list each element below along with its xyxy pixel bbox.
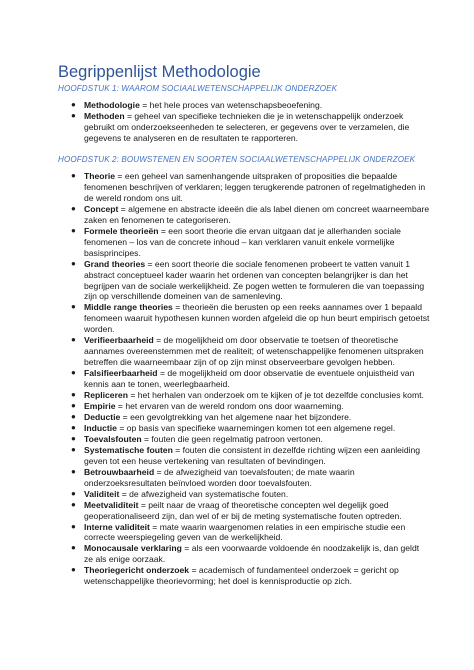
term-definition: = de afwezigheid van toevalsfouten; de mate waarin onderzoeksresultaten beïnvloed worden door toevalsfouten. — [84, 466, 355, 488]
list-item — [0, 100, 430, 111]
chapter-2-term-list — [0, 171, 430, 587]
bullet-icon: ● — [71, 302, 76, 312]
document-title: Begrippenlijst Methodologie — [58, 63, 261, 81]
term-definition: = een gevolgtrekking van het algemene naar het bijzondere. — [120, 411, 352, 422]
chapter-1-term-list — [0, 100, 430, 144]
bullet-icon: ● — [71, 466, 76, 476]
term-definition: = algemene en abstracte ideeën die als label dienen om concreet waarneembare zaken en fenomenen te categoriseren. — [84, 203, 430, 225]
list-item — [0, 522, 430, 544]
term-definition: = als een voorwaarde voldoende én noodzakelijk is, dan geldt ze als enige oorzaak. — [84, 543, 420, 565]
list-item — [0, 489, 430, 500]
term-definition: = de mogelijkheid om door observatie te toetsen of theoretische aannames overeenstemmen met de realiteit; of wetenschappelijke fenomenen uitspraken betreffen die waarneembaar zijn of op zijn minst observeerbare gevolgen hebben. — [84, 335, 424, 368]
term-definition: = een soort theorie die sociale fenomenen probeert te vatten vanuit 1 abstract conceptueel kader waarin het ordenen van concepten belangrijker is dan het begrijpen van de sociale werkelijkheid. Ze pogen wetten te formuleren die van toepassing zijn op verschillende domeinen van de samenleving. — [84, 258, 425, 302]
term-definition: = een geheel van samenhangende uitspraken of proposities die bepaalde fenomenen beschrijven of verklaren; leggen terugkerende patronen of regelmatigheden in de wereld rondom ons uit. — [84, 171, 426, 203]
bullet-icon: ● — [71, 225, 76, 235]
bullet-icon: ● — [71, 258, 76, 268]
term-definition: = het herhalen van onderzoek om te kijken of je tot dezelfde conclusies komt. — [127, 390, 424, 401]
term-definition: = geheel van specifieke technieken die je in wetenschappelijk onderzoek gebruikt om onderzoekseenheden te selecteren, er gegevens over te verzamelen, die gegevens te analyseren en de resultaten te rapporteren. — [84, 110, 410, 143]
bullet-icon: ● — [71, 521, 76, 531]
list-item — [0, 434, 430, 445]
term-definition: = academisch of fundamenteel onderzoek = gericht op wetenschappelijke theorievorming; het doel is kennisproductie op zich. — [84, 565, 399, 587]
bullet-icon: ● — [71, 433, 76, 443]
term-label: Deductie — [84, 411, 121, 422]
list-item — [0, 565, 430, 587]
list-item — [0, 467, 430, 489]
term-definition: = de mogelijkheid om door observatie de eventuele onjuistheid van kennis aan te tonen, weerlegbaarheid. — [84, 368, 415, 390]
bullet-icon: ● — [71, 565, 76, 575]
term-label: Toevalsfouten — [84, 433, 142, 444]
bullet-icon: ● — [71, 110, 76, 120]
list-item — [0, 111, 430, 144]
list-item — [0, 390, 430, 401]
term-label: Meetvaliditeit — [84, 499, 139, 510]
list-item — [0, 302, 430, 335]
term-label: Verifieerbaarheid — [84, 335, 154, 346]
list-item — [0, 423, 430, 434]
term-definition: = theorieën die berusten op een reeks aannames over 1 bepaald fenomeen waaruit hypothesen kunnen worden afgeleid die op hun beurt empirisch getoetst worden. — [84, 302, 430, 335]
bullet-icon: ● — [71, 171, 76, 180]
list-item — [0, 226, 430, 259]
term-definition: = een soort theorie die ervan uitgaan dat je allerhanden sociale fenomenen – los van de concrete inhoud – kan verklaren vanuit enkele vormelijke basisprincipes. — [84, 225, 401, 258]
bullet-icon: ● — [71, 543, 76, 553]
term-label: Inductie — [84, 422, 117, 433]
term-label: Theoriegericht onderzoek — [84, 565, 190, 576]
term-definition: = het hele proces van wetenschapsbeoefening. — [139, 100, 323, 110]
bullet-icon: ● — [71, 488, 76, 498]
term-definition: = fouten die consistent in dezelfde richting wijzen een aanleiding geven tot een heuse vertekening van resultaten of bevindingen. — [84, 444, 421, 466]
chapter-2-heading: HOOFDSTUK 2: BOUWSTENEN EN SOORTEN SOCIAALWETENSCHAPPELIJK ONDERZOEK — [58, 155, 416, 164]
list-item — [0, 171, 430, 204]
term-definition: = het ervaren van de wereld rondom ons door waarneming. — [115, 401, 344, 412]
bullet-icon: ● — [71, 100, 76, 109]
bullet-icon: ● — [71, 203, 76, 213]
term-label: Formele theorieën — [84, 225, 159, 236]
term-label: Methoden — [84, 110, 125, 121]
list-item — [0, 204, 430, 226]
chapter-1-heading: HOOFDSTUK 1: WAAROM SOCIAALWETENSCHAPPELIJK ONDERZOEK — [58, 84, 338, 93]
term-definition: = de afwezigheid van systematische fouten. — [119, 488, 289, 499]
term-definition: = fouten die geen regelmatig patroon vertonen. — [141, 433, 323, 444]
list-item — [0, 500, 430, 522]
term-definition: = peilt naar de vraag of theoretische concepten wel degelijk goed geoperationaliseerd zijn, dan wel of er bij de meting systematische fouten optreden. — [84, 499, 402, 521]
bullet-icon: ● — [71, 422, 76, 432]
term-label: Interne validiteit — [84, 521, 150, 532]
term-label: Empirie — [84, 401, 116, 412]
term-label: Monocausale verklaring — [84, 543, 182, 554]
bullet-icon: ● — [71, 411, 76, 421]
bullet-icon: ● — [71, 390, 76, 400]
term-definition: = mate waarin waargenomen relaties in een empirische studie een correcte weerspiegeling geven van de werkelijkheid. — [84, 521, 406, 543]
term-label: Middle range theories — [84, 302, 173, 313]
list-item — [0, 259, 430, 303]
bullet-icon: ● — [71, 444, 76, 454]
term-label: Grand theories — [84, 258, 146, 269]
list-item — [0, 401, 430, 412]
term-label: Betrouwbaarheid — [84, 466, 155, 477]
list-item — [0, 412, 430, 423]
term-label: Concept — [84, 203, 119, 214]
list-item — [0, 543, 430, 565]
term-label: Repliceren — [84, 390, 128, 401]
term-label: Falsifieerbaarheid — [84, 368, 158, 379]
bullet-icon: ● — [71, 335, 76, 345]
term-label: Systematische fouten — [84, 444, 173, 455]
term-label: Theorie — [84, 171, 116, 181]
list-item — [0, 368, 430, 390]
list-item — [0, 445, 430, 467]
term-definition: = op basis van specifieke waarnemingen komen tot een algemene regel. — [116, 422, 396, 433]
bullet-icon: ● — [71, 368, 76, 378]
term-label: Validiteit — [84, 488, 120, 499]
bullet-icon: ● — [71, 401, 76, 411]
bullet-icon: ● — [71, 499, 76, 509]
term-label: Methodologie — [84, 100, 140, 110]
list-item — [0, 335, 430, 368]
